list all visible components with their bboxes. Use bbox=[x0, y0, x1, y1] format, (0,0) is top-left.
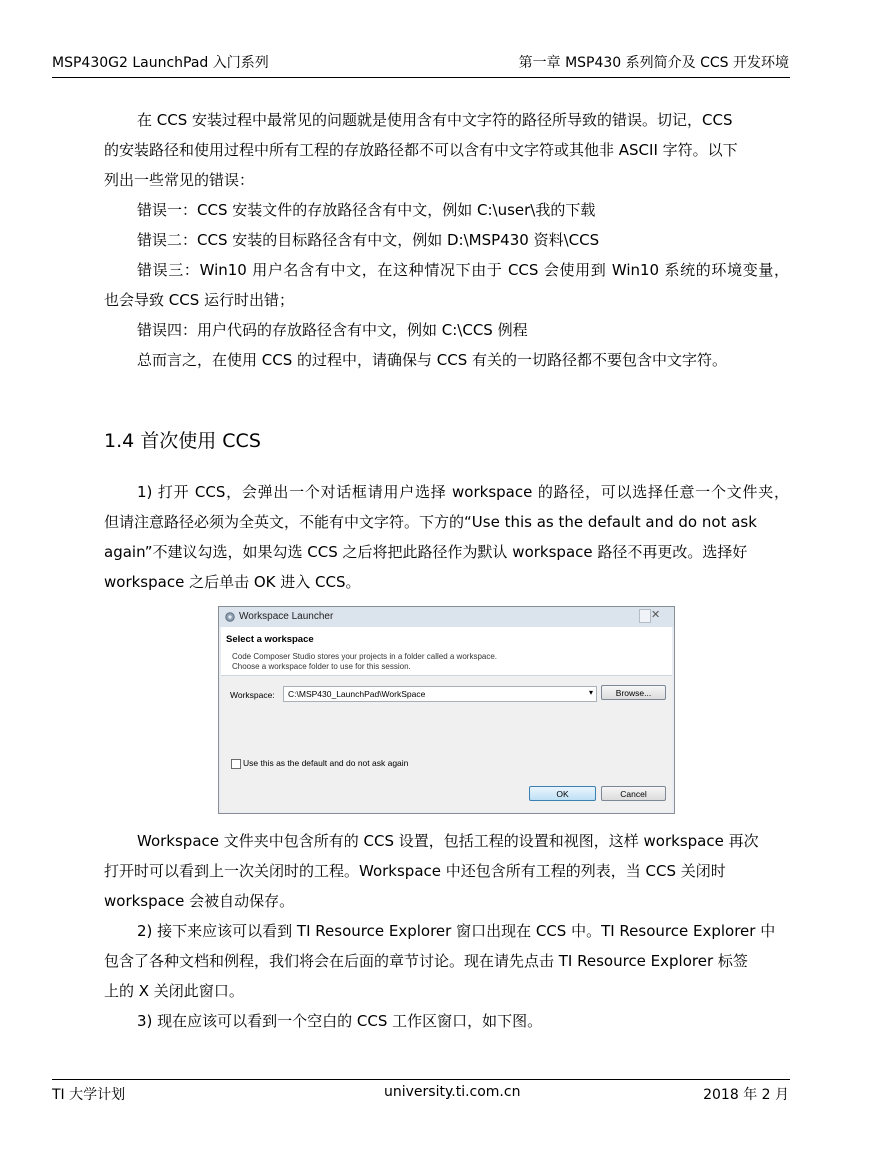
dialog-header-panel bbox=[221, 627, 672, 676]
para3-line2: 打开时可以看到上一次关闭时的工程。Workspace 中还包含所有工程的列表，当 CCS 关闭时 bbox=[104, 862, 726, 880]
error-3-line1: 错误三：Win10 用户名含有中文，在这种情况下由于 CCS 会使用到 Win10 系统的环境变量， bbox=[137, 261, 789, 279]
para4-line1: 2) 接下来应该可以看到 TI Resource Explorer 窗口出现在 CCS 中。TI Resource Explorer 中 bbox=[137, 922, 776, 940]
workspace-combo[interactable] bbox=[283, 686, 597, 702]
header-rule bbox=[52, 77, 790, 78]
header-left: MSP430G2 LaunchPad 入门系列 bbox=[52, 55, 269, 71]
para4-line2: 包含了各种文档和例程，我们将会在后面的章节讨论。现在请先点击 TI Resource Explorer 标签 bbox=[104, 952, 748, 970]
footer-left: TI 大学计划 bbox=[52, 1087, 126, 1103]
default-workspace-label[interactable]: Use this as the default and do not ask again bbox=[243, 758, 409, 768]
default-workspace-checkbox[interactable] bbox=[231, 759, 241, 769]
dialog-description-1: Code Composer Studio stores your projects in a folder called a workspace. bbox=[232, 652, 498, 661]
para1-line1: 在 CCS 安装过程中最常见的问题就是使用含有中文字符的路径所导致的错误。切记，CCS bbox=[137, 111, 733, 129]
error-2: 错误二：CCS 安装的目标路径含有中文，例如 D:\MSP430 资料\CCS bbox=[137, 231, 600, 249]
browse-button[interactable]: Browse... bbox=[601, 685, 666, 700]
footer-center: university.ti.com.cn bbox=[384, 1084, 521, 1100]
summary: 总而言之，在使用 CCS 的过程中，请确保与 CCS 有关的一切路径都不要包含中文字符。 bbox=[137, 351, 728, 369]
dialog-title: Workspace Launcher bbox=[239, 611, 334, 622]
ok-button[interactable]: OK bbox=[529, 786, 596, 801]
section-heading: 1.4 首次使用 CCS bbox=[104, 430, 261, 452]
help-button[interactable] bbox=[639, 609, 651, 623]
dialog-heading: Select a workspace bbox=[226, 634, 314, 645]
footer-right: 2018 年 2 月 bbox=[703, 1087, 789, 1103]
header-right: 第一章 MSP430 系列简介及 CCS 开发环境 bbox=[518, 55, 789, 71]
step1-section bbox=[104, 477, 789, 597]
remaining-section bbox=[104, 826, 789, 1036]
error-1: 错误一：CCS 安装文件的存放路径含有中文，例如 C:\user\我的下载 bbox=[137, 201, 596, 219]
para3-line3: workspace 会被自动保存。 bbox=[104, 892, 295, 910]
para3-line1: Workspace 文件夹中包含所有的 CCS 设置，包括工程的设置和视图，这样 workspace 再次 bbox=[137, 832, 759, 850]
cancel-button[interactable]: Cancel bbox=[601, 786, 666, 801]
footer-rule bbox=[52, 1079, 790, 1080]
para1-line3: 列出一些常见的错误： bbox=[104, 171, 255, 189]
dialog-body bbox=[221, 676, 672, 812]
workspace-label: Workspace: bbox=[230, 690, 275, 700]
para2-line3: again”不建议勾选，如果勾选 CCS 之后将把此路径作为默认 workspace 路径不再更改。选择好 bbox=[104, 543, 748, 561]
para1-line2: 的安装路径和使用过程中所有工程的存放路径都不可以含有中文字符或其他非 ASCII 字符。以下 bbox=[104, 141, 738, 159]
para2-line1: 1) 打开 CCS，会弹出一个对话框请用户选择 workspace 的路径，可以选择任意一个文件夹， bbox=[137, 483, 789, 501]
dropdown-arrow-icon[interactable]: ▾ bbox=[588, 688, 593, 697]
para2-line2: 但请注意路径必须为全英文，不能有中文字符。下方的“Use this as the default and do not ask bbox=[104, 513, 757, 531]
app-gear-icon bbox=[224, 611, 236, 623]
intro-section bbox=[104, 105, 789, 375]
workspace-path-value: C:\MSP430_LaunchPad\WorkSpace bbox=[288, 689, 426, 699]
dialog-titlebar bbox=[219, 607, 674, 627]
close-icon[interactable]: ✕ bbox=[651, 609, 661, 621]
para5: 3) 现在应该可以看到一个空白的 CCS 工作区窗口，如下图。 bbox=[137, 1012, 543, 1030]
dialog-description-2: Choose a workspace folder to use for this session. bbox=[232, 662, 411, 671]
para2-line4: workspace 之后单击 OK 进入 CCS。 bbox=[104, 573, 361, 591]
error-4: 错误四：用户代码的存放路径含有中文，例如 C:\CCS 例程 bbox=[137, 321, 528, 339]
error-3-line2: 也会导致 CCS 运行时出错； bbox=[104, 291, 295, 309]
para4-line3: 上的 X 关闭此窗口。 bbox=[104, 982, 244, 1000]
workspace-launcher-dialog bbox=[218, 606, 675, 814]
